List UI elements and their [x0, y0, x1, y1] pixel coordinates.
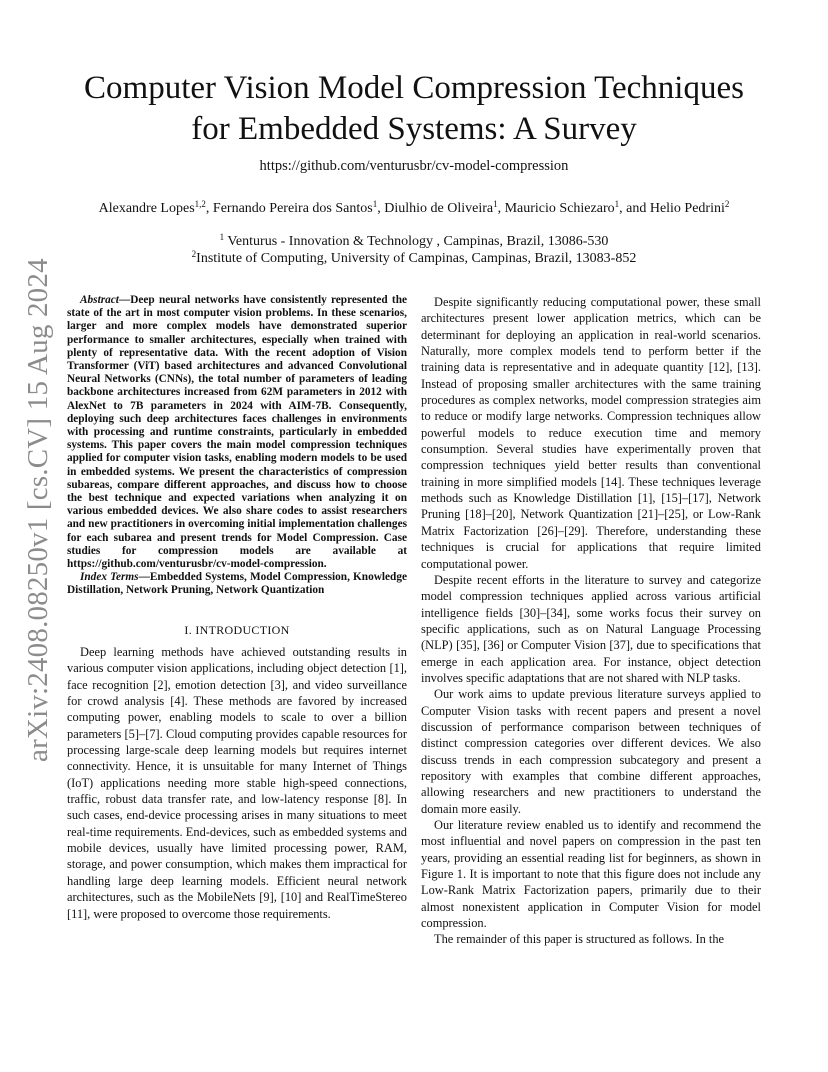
affiliation-mark: 1	[219, 232, 225, 242]
author-affiliation-mark: 2	[724, 199, 730, 209]
body-paragraph: Despite significantly reducing computational power, these small architectures present lower application metrics, which can be determinant for deploying an application in real-world scenarios. Naturally, more complex models tend to perform better if the training data is representative and in adequate quantity [12], [13]. Instead of proposing smaller architectures with the same training procedures as complex networks, model compression strategies aim to reduce or modify large networks. Compression techniques allow powerful models to reduce execution time and memory consumption. Several studies have experimentally proven that compression techniques yield better results than conventional training in more simplified models [14]. These techniques leverage methods such as Knowledge Distillation [1], [15]–[17], Network Pruning [18]–[20], Network Quantization [21]–[25], or Low-Rank Matrix Factorization [26]–[29]. Therefore, understanding these techniques is crucial for applications that require limited computational power.	[421, 295, 761, 571]
author-affiliation-mark: 1,2	[194, 199, 206, 209]
paper-title	[60, 68, 768, 150]
arxiv-identifier-stamp: arXiv:2408.08250v1 [cs.CV] 15 Aug 2024	[22, 258, 54, 762]
left-column	[67, 294, 407, 922]
index-terms	[67, 571, 407, 597]
abstract-text: —Deep neural networks have consistently represented the state of the art in most computer vision problems. In these scenarios, larger and more complex models have demonstrated superior performance to smaller architectures, especially when trained with plenty of representative data. With the recent adoption of Vision Transformer (ViT) based architectures and advanced Convolutional Neural Networks (CNNs), the total number of parameters of leading backbone architectures increased from 62M parameters in 2012 with AlexNet to 7B parameters in 2024 with AIM-7B. Consequently, deploying such deep architectures faces challenges in environments with processing and runtime constraints, particularly in embedded systems. This paper covers the main model compression techniques applied for computer vision tasks, enabling modern models to be used in embedded systems. We present the characteristics of compression subareas, compare different approaches, and discuss how to choose the best technique and expected variations when analyzing it on various embedded devices. We also share codes to assist researchers and new practitioners in overcoming initial implementation challenges for each subarea and present trends for Model Compression. Case studies for compression models are available at https://github.com/venturusbr/cv-model-compression.	[67, 294, 407, 571]
section-number: I.	[184, 622, 196, 637]
paper-title-line-2: for Embedded Systems: A Survey	[191, 111, 637, 147]
author-separator: , and	[619, 201, 650, 216]
section-heading-introduction	[67, 622, 407, 638]
right-column	[421, 294, 761, 948]
section-title-rest: NTRODUCTION	[199, 622, 290, 637]
paper-title-line-1: Computer Vision Model Compression Techniques	[84, 70, 744, 106]
body-paragraph: Our literature review enabled us to identify and recommend the most influential and novel papers on compression in the past ten years, providing an essential reading list for beginners, as shown in Figure 1. It is important to note that this figure does not include any Low-Rank Matrix Factorization papers, primarily due to their almost nonexistent application in Computer Vision for model compression.	[421, 818, 761, 931]
body-paragraph: Despite recent efforts in the literature to survey and categorize model compression techniques applied across various artificial intelligence fields [30]–[34], some works focus their survey on specific applications, such as on Natural Language Processing (NLP) [35], [36] or Computer Vision [37], due to specifications that emerge in each application area. For instance, object detection involves specific adaptations that are not shared with NLP tasks.	[421, 572, 761, 685]
abstract	[67, 294, 407, 571]
author-affiliation-mark: 1	[614, 199, 620, 209]
repository-link[interactable]: https://github.com/venturusbr/cv-model-compression	[259, 158, 569, 174]
abstract-label: Abstract	[80, 294, 119, 306]
body-paragraph: The remainder of this paper is structured as follows. In the	[434, 932, 725, 947]
affiliation-text: Institute of Computing, University of Campinas, Campinas, Brazil, 13083-852	[196, 251, 637, 266]
author-affiliation-mark: 1	[493, 199, 498, 209]
author-name: Fernando Pereira dos Santos	[212, 201, 373, 216]
affiliations	[60, 233, 768, 267]
author-name: Diulhio de Oliveira	[384, 201, 494, 216]
author-list	[40, 201, 788, 217]
affiliation-line	[60, 250, 768, 267]
affiliation-text: Venturus - Innovation & Technology , Campinas, Brazil, 13086-530	[224, 234, 609, 249]
author-name: Mauricio Schiezaro	[504, 201, 615, 216]
index-terms-text: —Embedded Systems, Model Compression, Knowledge Distillation, Network Pruning, Network Quantization	[67, 571, 407, 597]
affiliation-mark: 2	[191, 249, 197, 259]
affiliation-line	[60, 233, 768, 250]
author-name: Alexandre Lopes	[98, 201, 195, 216]
author-name: Helio Pedrini	[649, 201, 725, 216]
author-separator: ,	[497, 201, 505, 216]
body-paragraph: Our work aims to update previous literature surveys applied to Computer Vision tasks with recent papers and present a novel discussion of performance comparison between techniques of distinct compression categories over different devices. We also discuss trends in each compression subcategory and present a repository with examples that combine different approaches, allowing researchers and new practitioners to understand the domain more easily.	[421, 687, 761, 816]
author-separator: ,	[377, 201, 385, 216]
index-terms-label: Index Terms	[80, 571, 139, 584]
body-paragraph: Deep learning methods have achieved outstanding results in various computer vision applications, including object detection [1], face recognition [2], emotion detection [3], and video surveillance for crowd analysis [4]. These methods are favored by increased computing power, enabling models to scale to over a billion parameters [5]–[7]. Cloud computing provides capable resources for processing large-scale deep learning models but requires internet connectivity. Hence, it is unsuitable for many Internet of Things (IoT) applications needing more stable high-speed connections, traffic, robust data transfer rate, and low-latency response [8]. In such cases, end-device processing arises in many situations to meet real-time requirements. End-devices, such as embedded systems and mobile devices, usually have limited processing power, RAM, storage, and power consumption, which makes them impractical for handling large deep learning models. Efficient neural network architectures, such as the MobileNets [9], [10] and RealTimeStereo [11], were proposed to overcome those requirements.	[67, 645, 407, 921]
author-separator: ,	[205, 201, 213, 216]
section-title-initial: I	[195, 622, 200, 637]
author-affiliation-mark: 1	[372, 199, 378, 209]
